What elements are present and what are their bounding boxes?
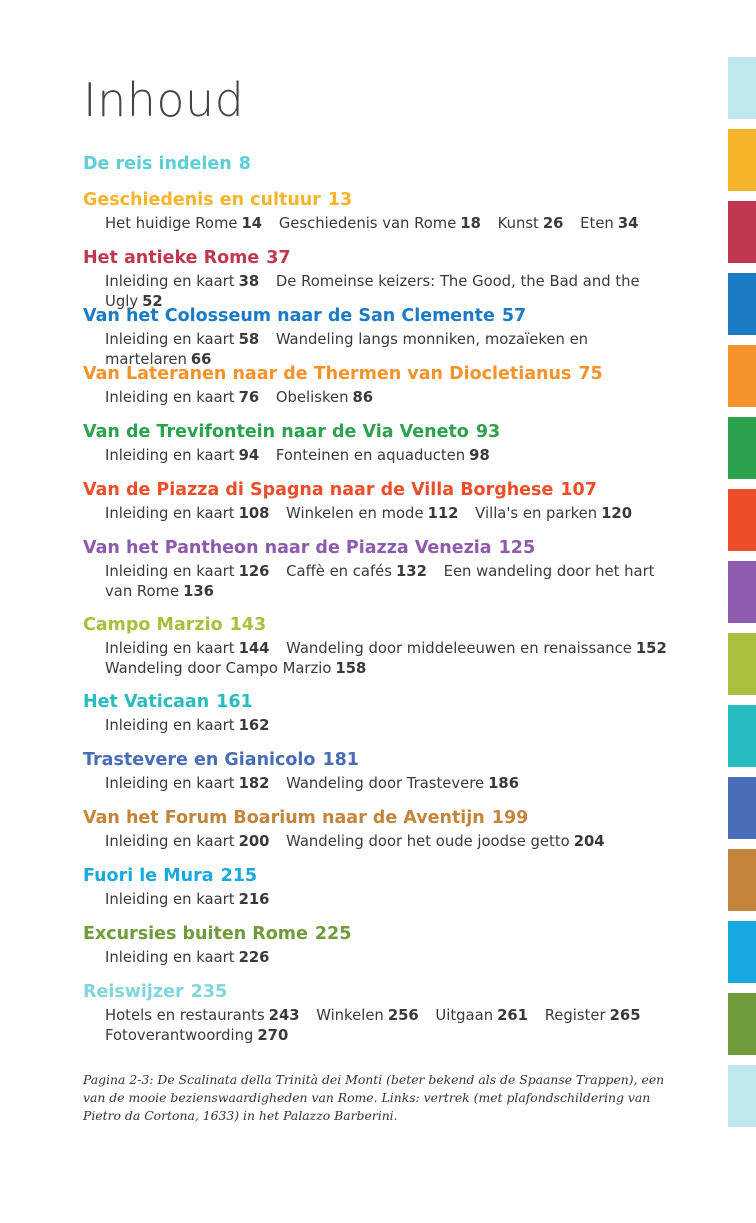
toc-section xyxy=(83,537,693,602)
subsection-page-number: 144 xyxy=(238,640,270,657)
subsection-page-number: 132 xyxy=(395,563,427,580)
subsection-item[interactable] xyxy=(286,775,531,792)
section-page-number: 13 xyxy=(327,190,353,210)
subsection-title: Inleiding en kaart xyxy=(105,563,235,580)
section-title: Van de Trevifontein naar de Via Veneto xyxy=(83,422,469,442)
subsection-page-number: 243 xyxy=(268,1007,300,1024)
subsection-page-number: 152 xyxy=(635,640,667,657)
subsection-page-number: 108 xyxy=(238,505,270,522)
subsection-title: Kunst xyxy=(497,215,539,232)
subsection-title: Fonteinen en aquaducten xyxy=(275,447,466,464)
toc-section xyxy=(83,421,693,466)
subsection-title: Inleiding en kaart xyxy=(105,447,235,464)
subsection-page-number: 256 xyxy=(387,1007,419,1024)
section-page-number: 75 xyxy=(578,364,603,384)
subsection-item[interactable] xyxy=(105,640,281,657)
subsection-title: Uitgaan xyxy=(435,1007,494,1024)
subsection-item[interactable] xyxy=(105,563,281,580)
section-heading[interactable] xyxy=(83,189,693,211)
chapter-tab xyxy=(728,993,756,1055)
subsection-page-number: 34 xyxy=(617,215,639,232)
subsection-list xyxy=(83,832,685,852)
section-title: Fuori le Mura xyxy=(83,866,214,886)
subsection-title: Caffè en cafés xyxy=(286,563,392,580)
section-heading[interactable] xyxy=(83,807,693,829)
subsection-page-number: 112 xyxy=(427,505,459,522)
subsection-item[interactable] xyxy=(545,1007,653,1024)
section-heading[interactable] xyxy=(83,537,693,559)
chapter-tab xyxy=(728,417,756,479)
subsection-title: Inleiding en kaart xyxy=(105,949,235,966)
section-page-number: 199 xyxy=(491,808,529,828)
chapter-tab xyxy=(728,201,756,263)
subsection-title: Obelisken xyxy=(275,389,349,406)
chapter-tab xyxy=(728,633,756,695)
section-heading[interactable] xyxy=(83,981,693,1003)
toc-section xyxy=(83,189,693,234)
subsection-item[interactable] xyxy=(105,949,281,966)
section-title: Het antieke Rome xyxy=(83,248,260,268)
section-heading[interactable] xyxy=(83,479,693,501)
subsection-title: Geschiedenis van Rome xyxy=(278,215,457,232)
subsection-page-number: 126 xyxy=(238,563,270,580)
subsection-item[interactable] xyxy=(286,505,470,522)
section-title: Van Lateranen naar de Thermen van Diocletianus xyxy=(83,364,572,384)
section-title: Van het Forum Boarium naar de Aventijn xyxy=(83,808,485,828)
subsection-title: Inleiding en kaart xyxy=(105,833,235,850)
subsection-page-number: 58 xyxy=(238,331,260,348)
subsection-page-number: 14 xyxy=(241,215,263,232)
chapter-tab xyxy=(728,489,756,551)
subsection-page-number: 66 xyxy=(190,351,212,368)
section-heading[interactable] xyxy=(83,305,693,327)
subsection-title: Inleiding en kaart xyxy=(105,891,235,908)
subsection-title: Winkelen xyxy=(316,1007,384,1024)
toc-section xyxy=(83,749,693,794)
subsection-list xyxy=(83,716,685,736)
toc-section xyxy=(83,305,693,370)
section-title: Reiswijzer xyxy=(83,982,184,1002)
section-title: Campo Marzio xyxy=(83,615,223,635)
subsection-page-number: 38 xyxy=(238,273,260,290)
subsection-title: Fotoverantwoording xyxy=(105,1027,254,1044)
toc-section xyxy=(83,865,693,910)
subsection-list xyxy=(83,446,685,466)
toc-section xyxy=(83,923,693,968)
chapter-tab xyxy=(728,561,756,623)
toc-section xyxy=(83,614,693,679)
subsection-title: Inleiding en kaart xyxy=(105,389,235,406)
section-page-number: 161 xyxy=(216,692,253,712)
subsection-item[interactable] xyxy=(105,215,274,232)
subsection-item[interactable] xyxy=(105,891,281,908)
chapter-tab xyxy=(728,705,756,767)
subsection-title: Hotels en restaurants xyxy=(105,1007,265,1024)
subsection-item[interactable] xyxy=(105,833,281,850)
subsection-list xyxy=(83,774,685,794)
section-page-number: 93 xyxy=(475,422,501,442)
toc-section xyxy=(83,691,693,736)
subsection-page-number: 120 xyxy=(601,505,632,522)
subsection-list xyxy=(83,504,685,524)
section-title: Excursies buiten Rome xyxy=(83,924,308,944)
section-title: Het Vaticaan xyxy=(83,692,210,712)
subsection-page-number: 98 xyxy=(469,447,490,464)
section-page-number: 143 xyxy=(229,615,267,635)
chapter-tab xyxy=(728,1065,756,1127)
subsection-page-number: 186 xyxy=(488,775,520,792)
subsection-page-number: 162 xyxy=(238,717,270,734)
subsection-item[interactable] xyxy=(498,215,576,232)
chapter-tab xyxy=(728,849,756,911)
subsection-page-number: 182 xyxy=(238,775,270,792)
section-title: Geschiedenis en cultuur xyxy=(83,190,321,210)
subsection-page-number: 18 xyxy=(460,215,481,232)
subsection-item[interactable] xyxy=(105,1007,312,1024)
subsection-item[interactable] xyxy=(105,389,271,406)
section-page-number: 181 xyxy=(322,750,359,770)
subsection-list xyxy=(83,388,685,408)
subsection-item[interactable] xyxy=(475,505,644,522)
subsection-title: Inleiding en kaart xyxy=(105,775,235,792)
section-page-number: 107 xyxy=(560,480,597,500)
chapter-tab xyxy=(728,921,756,983)
subsection-title: Wandeling langs monniken, mozaïeken en martelaren xyxy=(105,331,589,368)
section-page-number: 125 xyxy=(498,538,536,558)
subsection-title: Het huidige Rome xyxy=(105,215,238,232)
subsection-title: Register xyxy=(544,1007,606,1024)
subsection-item[interactable] xyxy=(435,1007,540,1024)
subsection-title: Een wandeling door het hart van Rome xyxy=(105,563,655,600)
subsection-item[interactable] xyxy=(286,833,616,850)
subsection-page-number: 86 xyxy=(352,389,374,406)
photo-caption: Pagina 2-3: De Scalinata della Trinità dei Monti (beter bekend als de Spaanse Trappen), een van de mooie bezienswaardigheden van Rome. Links: vertrek (met plafondschildering van Pietro da Cortona, 1633) in het Palazzo Barberini. xyxy=(83,1072,665,1123)
subsection-list xyxy=(83,639,685,679)
subsection-item[interactable] xyxy=(105,331,271,348)
section-page-number: 8 xyxy=(238,154,251,174)
subsection-item[interactable] xyxy=(105,717,281,734)
subsection-item[interactable] xyxy=(279,215,493,232)
section-heading[interactable] xyxy=(83,363,693,385)
subsection-title: Inleiding en kaart xyxy=(105,640,235,657)
subsection-title: De Romeinse keizers: The Good, the Bad and the Ugly xyxy=(105,273,640,310)
section-title: Van het Colosseum naar de San Clemente xyxy=(83,306,495,326)
subsection-page-number: 26 xyxy=(542,215,564,232)
chapter-tab xyxy=(728,777,756,839)
section-title: Trastevere en Gianicolo xyxy=(83,750,316,770)
toc-section xyxy=(83,981,693,1046)
subsection-item[interactable] xyxy=(105,1027,300,1044)
section-page-number: 235 xyxy=(190,982,228,1002)
subsection-item[interactable] xyxy=(286,563,439,580)
section-page-number: 225 xyxy=(314,924,352,944)
chapter-color-tabs xyxy=(728,57,756,1137)
section-title: Van het Pantheon naar de Piazza Venezia xyxy=(83,538,492,558)
section-title: De reis indelen xyxy=(83,154,232,174)
subsection-title: Villa's en parken xyxy=(475,505,598,522)
section-page-number: 37 xyxy=(266,248,291,268)
subsection-item[interactable] xyxy=(105,447,271,464)
section-heading[interactable] xyxy=(83,691,693,713)
subsection-page-number: 226 xyxy=(238,949,270,966)
subsection-title: Inleiding en kaart xyxy=(105,505,235,522)
subsection-item[interactable] xyxy=(286,640,679,657)
subsection-list xyxy=(83,948,685,968)
section-heading[interactable] xyxy=(83,153,693,175)
subsection-title: Wandeling door Trastevere xyxy=(286,775,485,792)
subsection-item[interactable] xyxy=(580,215,650,232)
subsection-page-number: 200 xyxy=(238,833,270,850)
chapter-tab xyxy=(728,273,756,335)
section-page-number: 57 xyxy=(501,306,527,326)
section-heading[interactable] xyxy=(83,865,693,887)
subsection-title: Eten xyxy=(580,215,614,232)
toc-section xyxy=(83,153,693,175)
subsection-list xyxy=(83,562,685,602)
subsection-page-number: 265 xyxy=(609,1007,641,1024)
subsection-page-number: 261 xyxy=(497,1007,528,1024)
chapter-tab xyxy=(728,345,756,407)
section-heading[interactable] xyxy=(83,614,693,636)
section-page-number: 215 xyxy=(220,866,258,886)
subsection-title: Inleiding en kaart xyxy=(105,273,235,290)
toc-section xyxy=(83,247,693,312)
chapter-tab xyxy=(728,57,756,119)
subsection-page-number: 94 xyxy=(238,447,260,464)
chapter-tab xyxy=(728,129,756,191)
section-heading[interactable] xyxy=(83,421,693,443)
subsection-title: Winkelen en mode xyxy=(286,505,424,522)
subsection-list xyxy=(83,1006,685,1046)
subsection-title: Wandeling door middeleeuwen en renaissance xyxy=(286,640,632,657)
subsection-item[interactable] xyxy=(105,660,378,677)
toc-section xyxy=(83,807,693,852)
subsection-page-number: 52 xyxy=(142,293,163,310)
subsection-item[interactable] xyxy=(105,505,281,522)
toc-section xyxy=(83,479,693,524)
page-title: Inhoud xyxy=(83,73,245,127)
subsection-item[interactable] xyxy=(105,273,271,290)
subsection-page-number: 136 xyxy=(183,583,214,600)
section-heading[interactable] xyxy=(83,247,693,269)
subsection-page-number: 270 xyxy=(257,1027,289,1044)
subsection-page-number: 216 xyxy=(238,891,270,908)
subsection-item[interactable] xyxy=(105,775,281,792)
subsection-title: Inleiding en kaart xyxy=(105,331,235,348)
subsection-title: Wandeling door Campo Marzio xyxy=(105,660,332,677)
subsection-item[interactable] xyxy=(316,1007,430,1024)
subsection-title: Inleiding en kaart xyxy=(105,717,235,734)
subsection-page-number: 158 xyxy=(335,660,367,677)
subsection-page-number: 204 xyxy=(573,833,605,850)
toc-section xyxy=(83,363,693,408)
subsection-list xyxy=(83,214,685,234)
section-heading[interactable] xyxy=(83,749,693,771)
subsection-item[interactable] xyxy=(276,447,502,464)
section-heading[interactable] xyxy=(83,923,693,945)
subsection-title: Wandeling door het oude joodse getto xyxy=(286,833,570,850)
section-title: Van de Piazza di Spagna naar de Villa Borghese xyxy=(83,480,554,500)
subsection-item[interactable] xyxy=(276,389,385,406)
subsection-page-number: 76 xyxy=(238,389,260,406)
subsection-list xyxy=(83,890,685,910)
